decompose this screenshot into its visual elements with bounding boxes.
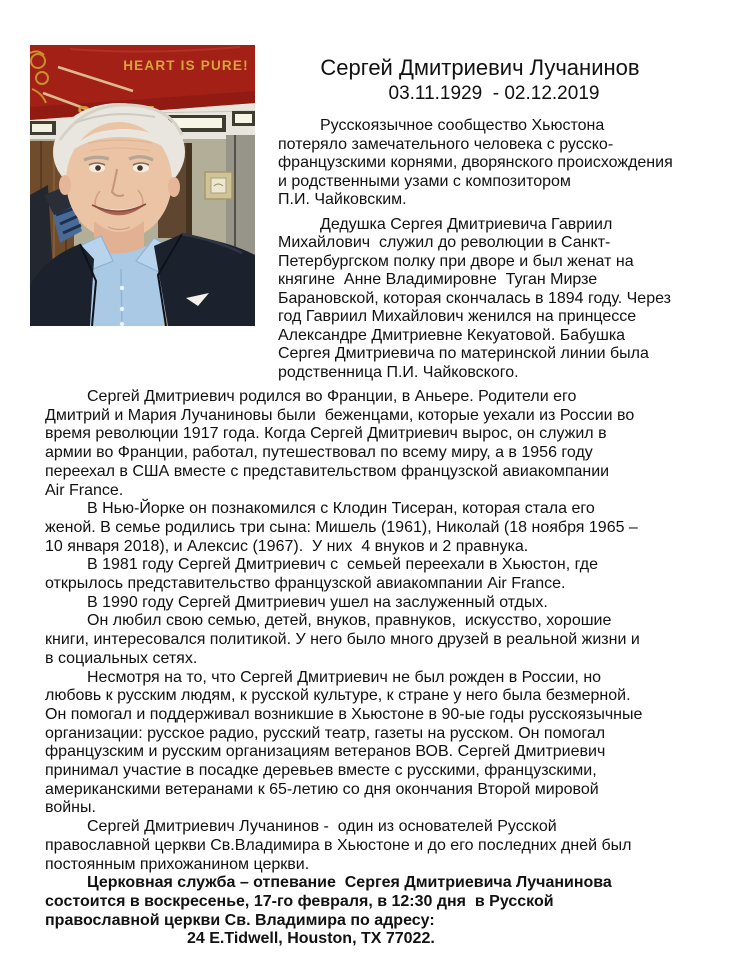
text-line: организации: русское радио, русский театр, газеты на русском. Он помогал (45, 724, 606, 742)
text-line: Air France. (45, 481, 124, 499)
text-line: Дмитрий и Мария Лучаниновы были беженцами, которые уехали из России во (45, 406, 635, 424)
text-line: и родственными узами с композитором (278, 172, 571, 190)
text-line: переехал в США вместе с представительством французской авиакомпании (45, 462, 610, 480)
intro-text (278, 117, 746, 382)
banner-text-heart-is-pure: HEART IS PURE! (123, 58, 249, 73)
page-title: Сергей Дмитриевич Лучанинов (320, 55, 640, 80)
text-line: женой. В семье родились три сына: Мишель (1961), Николай (18 ноября 1965 – (45, 518, 638, 536)
life-dates: 03.11.1929 - 02.12.2019 (388, 83, 600, 104)
text-line: Александре Дмитриевне Кекуатовой. Бабушка (278, 326, 626, 344)
text-line: год Гавриил Михайлович женился на принцессе (278, 308, 637, 325)
text-line: книги, интересовался политикой. У него было много друзей в реальной жизни и (45, 631, 640, 649)
text-line: Петербургском полку при дворе и был женат на (278, 252, 634, 270)
text-line: В Нью-Йорке он познакомился с Клодин Тисеран, которая стала его (87, 500, 595, 518)
text-line: княгине Анне Владимировне Туган Мирзе (278, 271, 598, 288)
photo-framed-picture (205, 172, 232, 199)
text-line: П.И. Чайковским. (278, 191, 407, 208)
text-line: Он помогал и поддерживал возникшие в Хьюстоне в 90-ые годы русскоязычные (45, 705, 643, 723)
text-line: 10 января 2018), и Алексис (1967). У них 4 внуков и 2 правнука. (45, 537, 529, 555)
paragraph (45, 612, 745, 668)
text-line: Церковная служба – отпевание Сергея Дмитриевича Лучанинова (87, 874, 612, 892)
header (278, 54, 744, 105)
text-line: потеряло замечательного человека с русско- (278, 135, 614, 153)
text-line: Михайлович служил до революции в Санкт- (278, 234, 611, 251)
paragraph (45, 556, 745, 593)
text-line: Русскоязычное сообщество Хьюстона (320, 117, 605, 134)
text-line: в социальных сетях. (45, 649, 198, 667)
text-line: Несмотря на то, что Сергей Дмитриевич не был рожден в России, но (87, 668, 602, 686)
paragraph (45, 388, 745, 500)
paragraph (45, 500, 745, 556)
text-line: французскими корнями, дворянского происхождения (278, 154, 673, 171)
text-line: Сергей Дмитриевич родился во Франции, в Аньере. Родители его (87, 388, 577, 405)
portrait-photo (30, 45, 255, 326)
paragraph (278, 117, 746, 210)
text-line: Дедушка Сергея Дмитриевича Гавриил (320, 215, 613, 233)
paragraph (278, 216, 746, 383)
paragraph (45, 818, 745, 874)
text-line: принимал участие в посадке деревьев вместе с русскими, французскими, (45, 762, 597, 780)
text-line: 24 E.Tidwell, Houston, TX 77022. (187, 930, 435, 948)
text-line: Сергея Дмитриевича по материнской линии была (278, 345, 649, 362)
paragraph (45, 669, 745, 819)
text-line: войны. (45, 799, 96, 817)
text-line: В 1981 году Сергей Дмитриевич с семьей переехали в Хьюстон, где (87, 556, 598, 574)
text-line: православной церкви Св.Владимира в Хьюстоне и до его последних дней был (45, 836, 632, 854)
text-line: родственница П.И. Чайковского. (278, 363, 519, 381)
text-line: армии во Франции, работал, путешествовал по всему миру, а в 1956 году (45, 444, 593, 462)
body-text (45, 388, 745, 949)
text-line: время революции 1917 года. Когда Сергей Дмитриевич вырос, он служил в (45, 425, 607, 443)
portrait-photo-art (30, 45, 255, 326)
paragraph (45, 874, 745, 930)
text-line: постоянным прихожанином церкви. (45, 855, 310, 873)
text-line: любовь к русским людям, к русской культуре, к стране у него была безмерной. (45, 687, 631, 705)
text-line: открылось представительство французской авиакомпании Air France. (45, 575, 566, 593)
text-line: Он любил свою семью, детей, внуков, правнуков, искусство, хорошие (87, 612, 612, 630)
text-line: состоится в воскресенье, 17-го февраля, в 12:30 дня в Русской (45, 892, 554, 910)
text-line: французским и русским организациям ветеранов ВОВ. Сергей Дмитриевич (45, 743, 606, 761)
text-line: православной церкви Св. Владимира по адресу: (45, 911, 435, 929)
text-line: Сергей Дмитриевич Лучанинов - один из основателей Русской (87, 818, 557, 836)
text-line: В 1990 году Сергей Дмитриевич ушел на заслуженный отдых. (87, 593, 548, 611)
text-line: Барановской, которая скончалась в 1894 году. Через (278, 289, 671, 307)
paragraph (45, 930, 745, 949)
text-line: американскими ветеранами к 65-летию со дня окончания Второй мировой (45, 780, 599, 798)
paragraph (45, 594, 745, 613)
